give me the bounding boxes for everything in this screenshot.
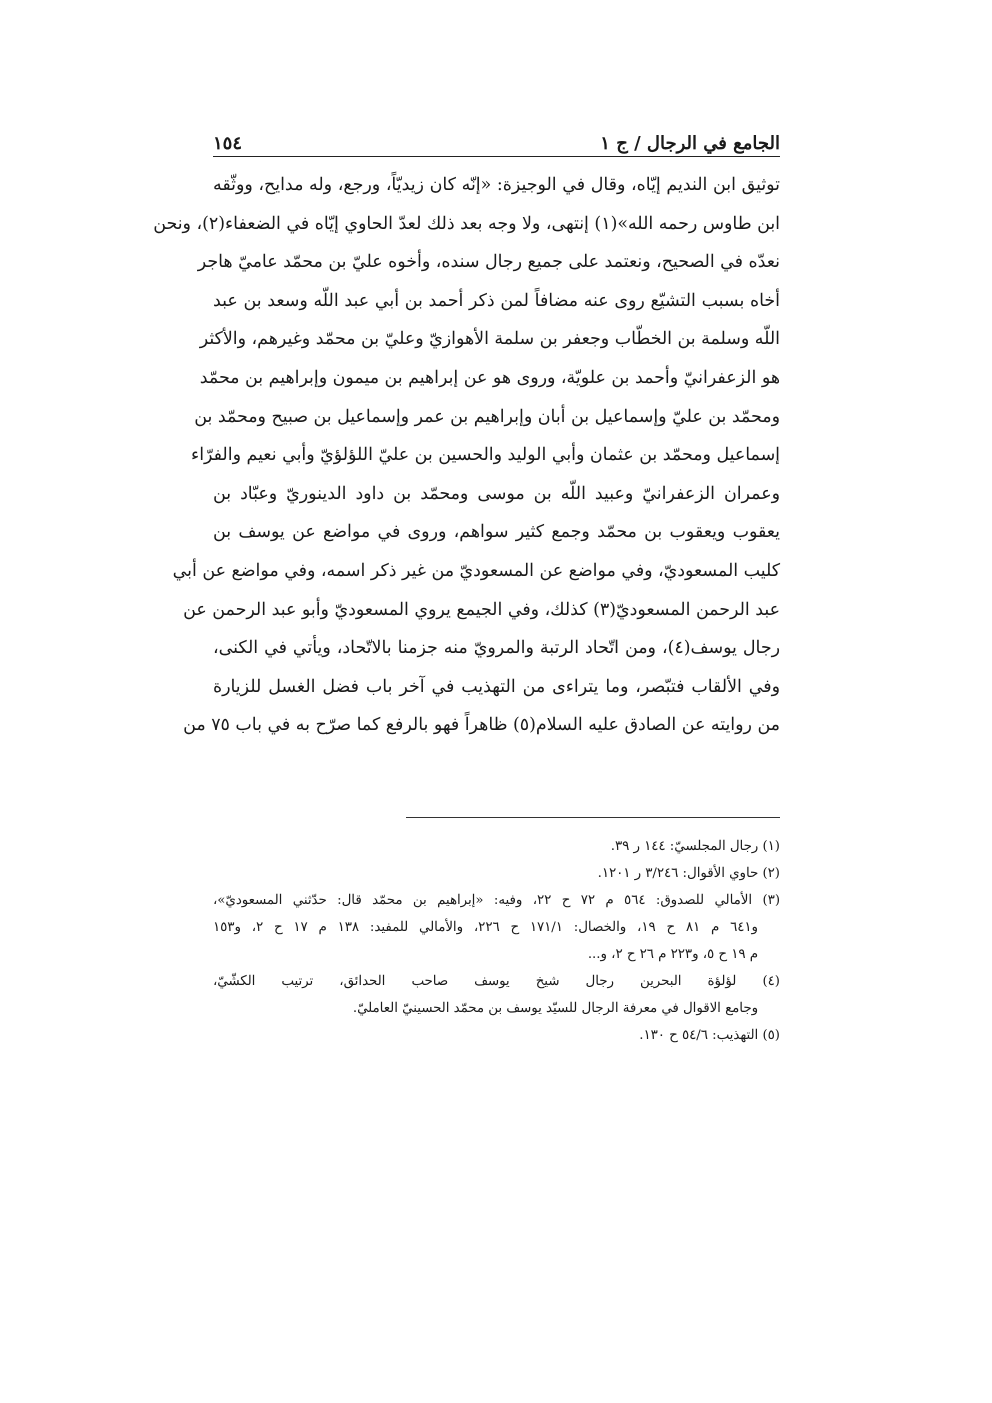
text-line: إسماعيل ومحمّد بن عثمان وأبي الوليد والحسين بن عليّ اللؤلؤيّ وأبي نعيم والفرّاء [191,445,780,466]
running-header [213,120,780,154]
header-divider [213,156,780,157]
footnotes [213,833,780,1049]
text-line: ومحمّد بن عليّ وإسماعيل بن أبان وإبراهيم بن عمر وإسماعيل بن صبيح ومحمّد بن [194,406,780,427]
footnote-continuation: م ١٩ ح ٥، و٢٢٣ م ٢٦ ح ٢، و... [587,947,758,962]
text-line: وفي الألقاب فتبّصر، وما يتراءى من التهذيب في آخر باب فضل الغسل للزيارة [213,676,780,697]
text-line: يعقوب ويعقوب بن محمّد وجمع كثير سواهم، وروى في مواضع عن يوسف بن [213,522,780,543]
text-line: رجال يوسف(٤)، ومن اتّحاد الرتبة والمرويّ منه جزمنا بالاتّحاد، ويأتي في الكنى، [213,638,780,659]
text-line: ابن طاوس رحمه الله»(١) إنتهى، ولا وجه بعد ذلك لعدّ الحاوي إيّاه في الضعفاء(٢)، ونحن [153,213,780,234]
text-line: اللّه وسلمة بن الخطّاب وجعفر بن سلمة الأهوازيّ وعليّ بن محمّد وغيرهم، والأكثر [199,329,780,350]
main-text [153,166,780,745]
text-line: من روايته عن الصادق عليه السلام(٥) ظاهراً فهو بالرفع كما صرّح به في باب ٧٥ من [183,715,780,736]
footnote-divider [406,817,780,818]
footnote-continuation: و٦٤١ م ٨١ ح ١٩، والخصال: ١٧١/١ ح ٢٢٦، والأمالي للمفيد: ١٣٨ م ١٧ ح ٢، و١٥٣ [213,920,758,935]
footnote-continuation: وجامع الاقوال في معرفة الرجال للسيّد يوسف بن محمّد الحسينيّ العامليّ. [352,1001,758,1016]
footnote: (٥) التهذيب: ٥٤/٦ ح ١٣٠. [639,1028,780,1043]
page-number: ١٥٤ [213,133,243,154]
footnote: (٤) لؤلؤة البحرين رجال شيخ يوسف صاحب الحدائق، ترتيب الكشّيّ، [213,974,780,989]
text-line: هو الزعفرانيّ وأحمد بن علويّة، وروى هو عن إبراهيم بن ميمون وإبراهيم بن محمّد [199,367,780,388]
book-title: الجامع في الرجال / ج ١ [600,133,780,154]
text-line: وعمران الزعفرانيّ وعبيد اللّه بن موسى ومحمّد بن داود الدينوريّ وعبّاد بن [213,483,780,504]
footnote: (٣) الأمالي للصدوق: ٥٦٤ م ٧٢ ح ٢٢، وفيه: «إبراهيم بن محمّد قال: حدّثني المسعوديّ»، [213,893,781,908]
text-line: توثيق ابن النديم إيّاه، وقال في الوجيزة: «إنّه كان زيديّاً، ورجع، وله مدايح، ووثّقه [213,175,780,195]
text-line: أخاه بسبب التشيّع روى عنه مضافاً لمن ذكر أحمد بن أبي عبد اللّه وسعد بن عبد [213,290,780,311]
footnote: (١) رجال المجلسيّ: ١٤٤ ر ٣٩. [610,839,780,854]
text-line: كليب المسعوديّ، وفي مواضع عن المسعوديّ من غير ذكر اسمه، وفي مواضع عن أبي [172,560,780,581]
footnote: (٢) حاوي الأقوال: ٣/٢٤٦ ر ١٢٠١. [597,866,780,881]
text-line: نعدّه في الصحيح، ونعتمد على جميع رجال سنده، وأخوه عليّ بن محمّد عاميّ هاجر [197,252,780,273]
text-line: عبد الرحمن المسعوديّ(٣) كذلك، وفي الجيمع يروي المسعوديّ وأبو عبد الرحمن عن [183,599,780,620]
